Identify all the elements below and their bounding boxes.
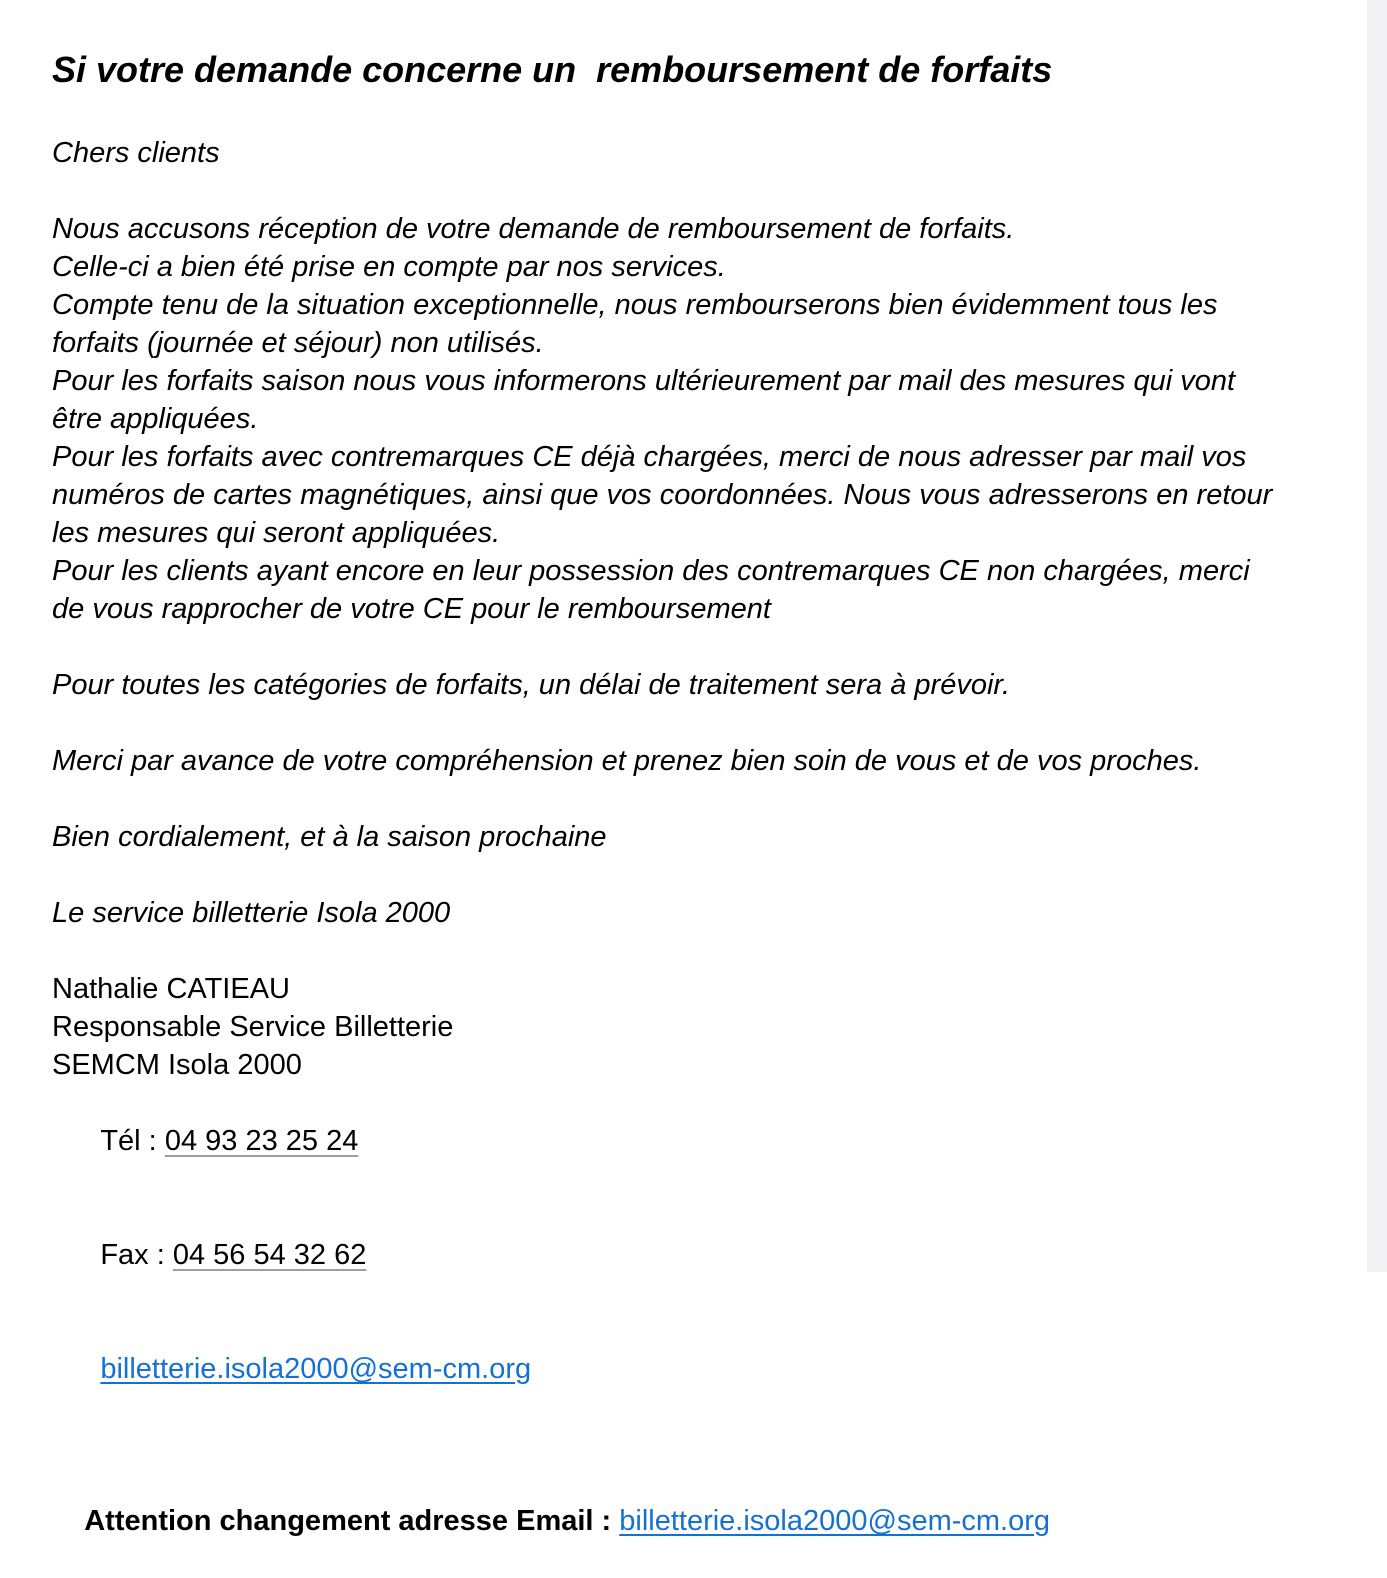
- signature-fax-line: [52, 1198, 1357, 1312]
- paragraph-delay: Pour toutes les catégories de forfaits, un délai de traitement sera à prévoir.: [52, 669, 1011, 701]
- text-line: Pour les forfaits avec contremarques CE déjà chargées, merci de nous adresser par mail vos: [52, 441, 1247, 473]
- text-line: Celle-ci a bien été prise en compte par nos services.: [52, 251, 726, 283]
- paragraph-service: Le service billetterie Isola 2000: [52, 897, 451, 929]
- signature-name: Nathalie CATIEAU: [52, 973, 290, 1005]
- greeting: Chers clients: [52, 137, 220, 169]
- signature-tel-line: [52, 1084, 1357, 1198]
- attention-email-link[interactable]: billetterie.isola2000@sem-cm.org: [619, 1505, 1051, 1537]
- text-line: numéros de cartes magnétiques, ainsi que vos coordonnées. Nous vous adresserons en retour: [52, 479, 1273, 511]
- text-line: Pour les clients ayant encore en leur possession des contremarques CE non chargées, merci: [52, 555, 1250, 587]
- text-line: Compte tenu de la situation exceptionnelle, nous rembourserons bien évidemment tous les: [52, 289, 1218, 321]
- tel-label: Tél :: [100, 1125, 165, 1157]
- paragraph-thanks: Merci par avance de votre compréhension et prenez bien soin de vous et de vos proches.: [52, 745, 1202, 777]
- fax-label: Fax :: [100, 1239, 173, 1271]
- text-line: être appliquées.: [52, 403, 259, 435]
- fax-number-link[interactable]: 04 56 54 32 62: [172, 1239, 367, 1271]
- signature-email-line: [52, 1312, 1357, 1426]
- email-title: Si votre demande concerne un remboursement de forfaits: [52, 49, 1053, 90]
- tel-number-link[interactable]: 04 93 23 25 24: [164, 1125, 359, 1157]
- attention-label: Attention changement adresse Email :: [84, 1505, 620, 1537]
- paragraph-signoff: Bien cordialement, et à la saison prochaine: [52, 821, 607, 853]
- text-line: de vous rapprocher de votre CE pour le remboursement: [52, 593, 771, 625]
- text-line: forfaits (journée et séjour) non utilisés.: [52, 327, 544, 359]
- signature-role: Responsable Service Billetterie: [52, 1011, 454, 1043]
- signature-email-link[interactable]: billetterie.isola2000@sem-cm.org: [100, 1353, 532, 1385]
- scrollbar-gutter[interactable]: [1367, 0, 1387, 1272]
- attention-line: [52, 1464, 1357, 1578]
- signature-company: SEMCM Isola 2000: [52, 1049, 302, 1081]
- email-body: [52, 0, 1357, 1578]
- text-line: Nous accusons réception de votre demande de remboursement de forfaits.: [52, 213, 1015, 245]
- text-line: Pour les forfaits saison nous vous informerons ultérieurement par mail des mesures qui vont: [52, 365, 1236, 397]
- signature-block: [52, 970, 1357, 1426]
- text-line: les mesures qui seront appliquées.: [52, 517, 501, 549]
- paragraph-main: [52, 210, 1357, 628]
